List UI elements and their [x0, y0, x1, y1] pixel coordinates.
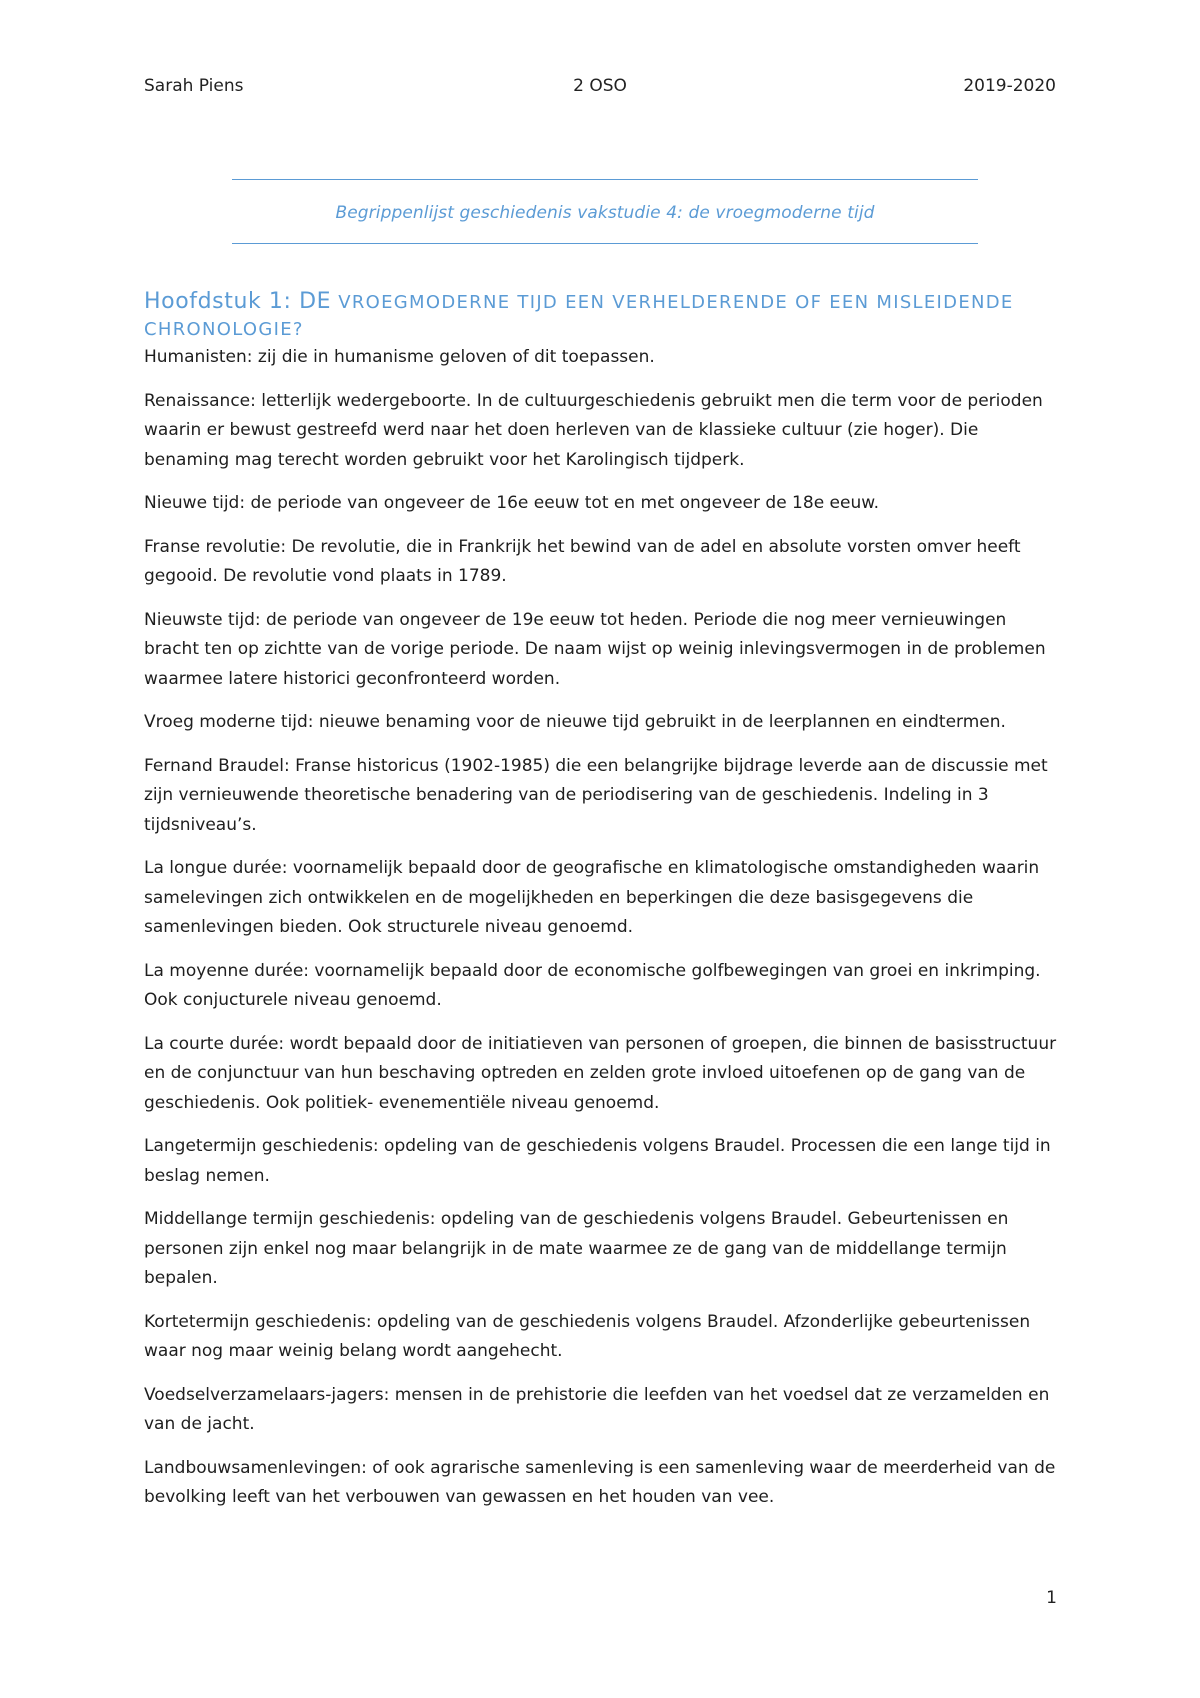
chapter-heading	[144, 288, 1066, 343]
paragraph-fernand-braudel: Fernand Braudel: Franse historicus (1902-1985) die een belangrijke bijdrage leverde aan de discussie met zijn vernieuwende theoretische benadering van de periodisering van de geschiedenis. Indeling in 3 tijdsniveau’s.	[144, 755, 1048, 835]
document-body	[144, 288, 1066, 1527]
subtitle-block	[232, 179, 978, 244]
chapter-heading-rest: VROEGMODERNE TIJD EEN VERHELDERENDE OF EEN MISLEIDENDE CHRONOLOGIE?	[144, 292, 1014, 340]
paragraph-vroeg-moderne-tijd: Vroeg moderne tijd: nieuwe benaming voor de nieuwe tijd gebruikt in de leerplannen en eindtermen.	[144, 712, 1006, 732]
paragraph-landbouwsamenlevingen: Landbouwsamenlevingen: of ook agrarische samenleving is een samenleving waar de meerderheid van de bevolking leeft van het verbouwen van gewassen en het houden van vee.	[144, 1457, 1056, 1507]
paragraph-la-moyenne-duree: La moyenne durée: voornamelijk bepaald door de economische golfbewegingen van groei en inkrimping. Ook conjucturele niveau genoemd.	[144, 960, 1041, 1010]
paragraph-kortetermijn: Kortetermijn geschiedenis: opdeling van de geschiedenis volgens Braudel. Afzonderlijke gebeurtenissen waar nog maar weinig belang wordt aangehecht.	[144, 1311, 1031, 1361]
paragraph-la-courte-duree: La courte durée: wordt bepaald door de initiatieven van personen of groepen, die binnen de basisstructuur en de conjunctuur van hun beschaving optreden en zelden grote invloed uitoefenen op de gang van de geschiedenis. Ook politiek- evenementiële niveau genoemd.	[144, 1033, 1057, 1113]
page-number: 1	[1046, 1588, 1057, 1608]
header-year: 2019-2020	[963, 76, 1056, 96]
paragraph-la-longue-duree: La longue durée: voornamelijk bepaald door de geografische en klimatologische omstandigheden waarin samelevingen zich ontwikkelen en de mogelijkheden en beperkingen die deze basisgegevens die samenlevingen bieden. Ook structurele niveau genoemd.	[144, 858, 1040, 937]
paragraph-nieuwe-tijd: Nieuwe tijd: de periode van ongeveer de 16e eeuw tot en met ongeveer de 18e eeuw.	[144, 493, 879, 513]
paragraph-langetermijn: Langetermijn geschiedenis: opdeling van de geschiedenis volgens Braudel. Processen die een lange tijd in beslag nemen.	[144, 1136, 1051, 1186]
header-author: Sarah Piens	[144, 76, 244, 96]
chapter-heading-prefix: Hoofdstuk 1: DE	[144, 289, 332, 314]
paragraph-middellange-termijn: Middellange termijn geschiedenis: opdeling van de geschiedenis volgens Braudel. Gebeurtenissen en personen zijn enkel nog maar belangrijk in de mate waarmee ze de gang van de middellange termijn bepalen.	[144, 1209, 1009, 1288]
paragraph-nieuwste-tijd: Nieuwste tijd: de periode van ongeveer de 19e eeuw tot heden. Periode die nog meer vernieuwingen bracht ten op zichtte van de vorige periode. De naam wijst op weinig inlevingsvermogen in de problemen waarmee latere historici geconfronteerd worden.	[144, 609, 1046, 689]
paragraph-humanisten: Humanisten: zij die in humanisme geloven of dit toepassen.	[144, 347, 655, 367]
header-class: 2 OSO	[573, 76, 627, 96]
paragraph-franse-revolutie: Franse revolutie: De revolutie, die in Frankrijk het bewind van de adel en absolute vorsten omver heeft gegooid. De revolutie vond plaats in 1789.	[144, 536, 1021, 586]
bottom-rule	[232, 243, 978, 244]
paragraph-renaissance: Renaissance: letterlijk wedergeboorte. In de cultuurgeschiedenis gebruikt men die term voor de perioden waarin er bewust gestreefd werd naar het doen herleven van de klassieke cultuur (zie hoger). Die benaming mag terecht worden gebruikt voor het Karolingisch tijdperk.	[144, 390, 1043, 470]
page-header	[144, 76, 1056, 98]
document-subtitle: Begrippenlijst geschiedenis vakstudie 4: de vroegmoderne tijd	[335, 203, 875, 223]
paragraph-voedselverzamelaars: Voedselverzamelaars-jagers: mensen in de prehistorie die leefden van het voedsel dat ze verzamelden en van de jacht.	[144, 1384, 1050, 1434]
